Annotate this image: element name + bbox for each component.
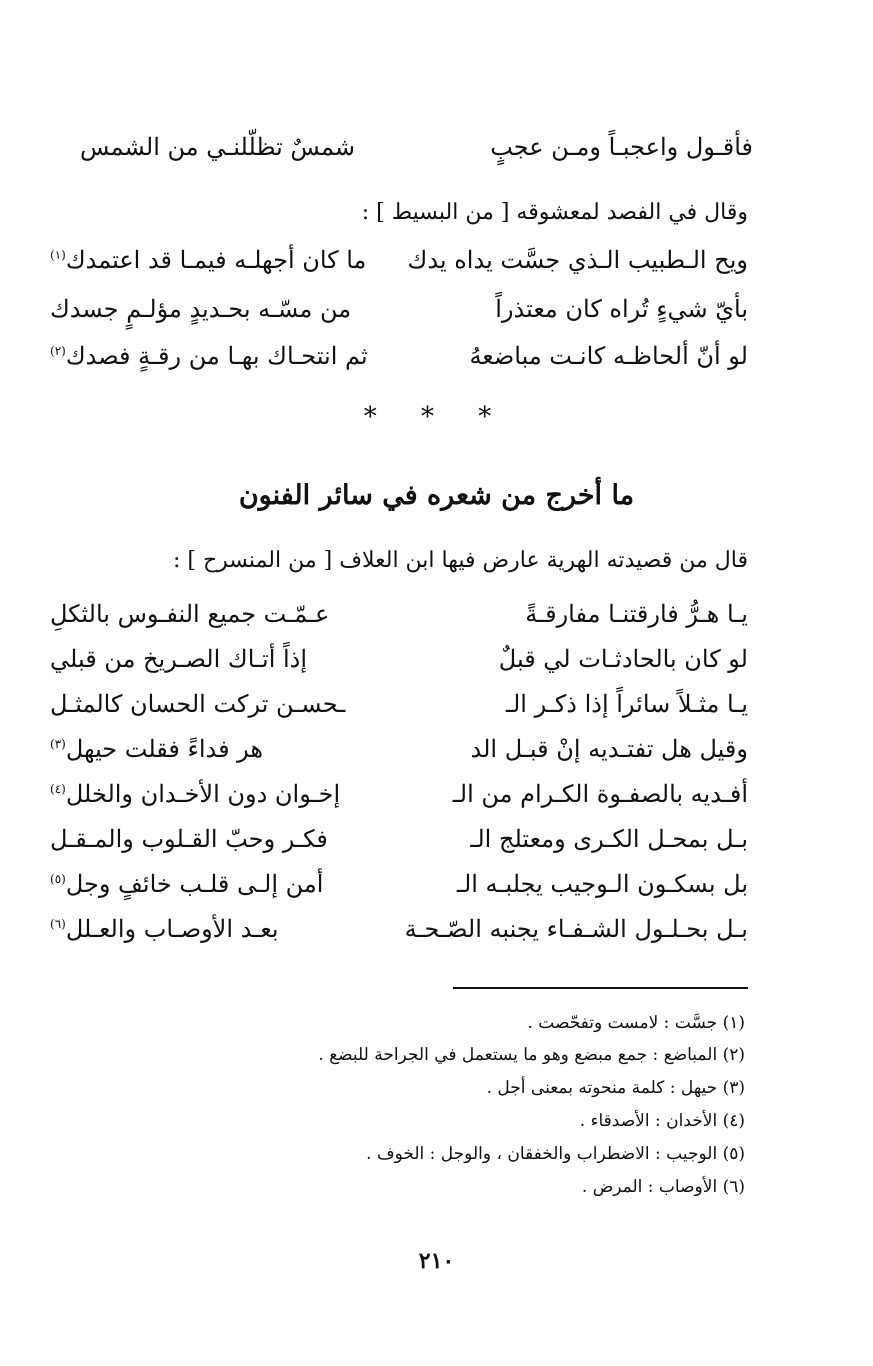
hemistich-text: بعـد الأوصـاب والعـلل (65, 915, 279, 943)
hemistich-first: يـا هـرُّ فارقتنـا مفارقـةً (525, 600, 748, 628)
verse-line (50, 780, 748, 820)
hemistich-second (50, 342, 368, 370)
hemistich-first: بـل بمحـل الكـرى ومعتلج الـ (470, 825, 748, 853)
hemistich-first: وقيل هل تفتـديه إنْ قبـل الد (470, 735, 748, 763)
verse-line (50, 870, 748, 910)
hemistich-second (50, 735, 263, 763)
verse-line (50, 295, 748, 335)
hemistich-first: بـل بحـلـول الشـفـاء يجنبه الصّـحـة (404, 915, 748, 943)
hemistich-text: ثم انتحـاك بهـا من رقـةٍ فصدك (65, 342, 368, 370)
page-number: ٢١٠ (418, 1248, 455, 1274)
verse-line (50, 600, 748, 640)
footnote: (٦) الأوصاب : المرض . (581, 1177, 745, 1197)
hemistich-first: يـا مثـلاً سائراً إذا ذكـر الـ (505, 690, 748, 718)
hemistich-first: لو أنّ ألحاظـه كانـت مباضعهُ (469, 342, 748, 370)
verse-line (50, 645, 748, 685)
hemistich-second (50, 870, 323, 898)
poem-intro: قال من قصيدته الهرية عارض فيها ابن العلاف [ من المنسرح ] : (172, 548, 748, 573)
hemistich-second: من مسّـه بحـديدٍ مؤلـمٍ جسدك (50, 295, 352, 323)
footnote-ref: (١) (50, 248, 66, 262)
hemistich-text: هر فداءً فقلت حيهل (65, 735, 264, 763)
top-verse (80, 133, 753, 173)
footnote: (٤) الأخدان : الأصدقاء . (579, 1111, 745, 1131)
verse-line (50, 246, 748, 286)
footnote-ref: (٣) (50, 737, 66, 751)
footnote: (٢) المباضع : جمع مبضع وهو ما يستعمل في الجراحة للبضع . (318, 1045, 745, 1065)
hemistich-second: شمسٌ تظلّلنـي من الشمس (80, 133, 355, 161)
hemistich-second: ـحسـن تركت الحسان كالمثـل (50, 690, 346, 718)
verse-line (50, 915, 748, 955)
section-title: ما أخرج من شعره في سائر الفنون (238, 480, 635, 511)
footnote-ref: (٥) (50, 872, 66, 886)
hemistich-first: ويح الـطبيب الـذي جسَّت يداه يدك (407, 246, 748, 274)
hemistich-text: ما كان أجهلـه فيمـا قد اعتمدك (65, 246, 367, 274)
hemistich-first: فأقـول واعجبـاً ومـن عجبٍ (490, 133, 753, 161)
hemistich-second: إذاً أتـاك الصـريخ من قبلي (50, 645, 308, 673)
hemistich-first: بل بسكـون الـوجيب يجلبـه الـ (456, 870, 748, 898)
hemistich-first: أفـديه بالصفـوة الكـرام من الـ (452, 780, 748, 808)
hemistich-second (50, 246, 366, 274)
verse-line (50, 690, 748, 730)
hemistich-second: عـمّـت جميع النفـوس بالثكلِ (50, 600, 330, 628)
verse-line (50, 342, 748, 382)
hemistich-first: بأيّ شيءٍ تُراه كان معتذراً (495, 295, 748, 323)
footnote: (٥) الوجيب : الاضطراب والخفقان ، والوجل : الخوف . (366, 1144, 745, 1164)
hemistich-text: أمن إلـى قلـب خائفٍ وجل (65, 870, 324, 898)
hemistich-second (50, 780, 340, 808)
footnote: (٣) حيهل : كلمة منحوته بمعنى أجل . (486, 1078, 745, 1098)
footnote-ref: (٤) (50, 782, 66, 796)
verse-line (50, 735, 748, 775)
poem-intro: وقال في الفصد لمعشوقه [ من البسيط ] : (361, 200, 748, 225)
footnote-ref: (٦) (50, 917, 66, 931)
hemistich-first: لو كان بالحادثـات لي قبلٌ (498, 645, 748, 673)
footnote-ref: (٢) (50, 344, 66, 358)
hemistich-second (50, 915, 279, 943)
section-separator: * * * (363, 402, 510, 432)
verse-line (50, 825, 748, 865)
footnote: (١) جسَّت : لامست وتفحّصت . (527, 1013, 745, 1033)
hemistich-second: فكـر وحبّ القـلوب والمـقـل (50, 825, 328, 853)
footnote-divider (453, 987, 748, 989)
hemistich-text: إخـوان دون الأخـدان والخلل (65, 780, 341, 808)
